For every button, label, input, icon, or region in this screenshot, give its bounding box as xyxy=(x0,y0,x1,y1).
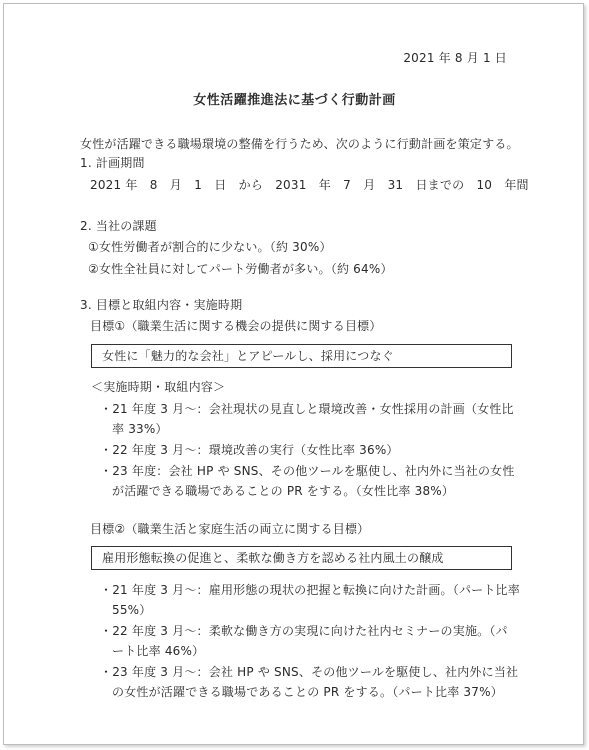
goal-2-item-continued: 55%） xyxy=(112,603,152,617)
goal-1-item: ・23 年度：会社 HP や SNS、その他ツールを駆使し、社内外に当社の女性 xyxy=(100,464,515,478)
plan-period: 2021 年 8 月 1 日 から 2031 年 7 月 31 日までの 10 年間 xyxy=(90,178,529,192)
document-title: 女性活躍推進法に基づく行動計画 xyxy=(193,93,396,108)
goal-1-box: 女性に「魅力的な会社」とアピールし、採用につなぐ xyxy=(91,344,512,368)
goal-1-label: 目標①（職業生活に関する機会の提供に関する目標） xyxy=(90,319,382,333)
issue-item: ①女性労働者が割合的に少ない。（約 30%） xyxy=(88,240,332,254)
intro-text: 女性が活躍できる職場環境の整備を行うため、次のように行動計画を策定する。 xyxy=(80,137,519,151)
document-date: 2021 年 8 月 1 日 xyxy=(403,51,507,65)
goal-2-item-continued: ート比率 46%） xyxy=(112,644,205,658)
goal-2-item: ・21 年度 3 月～：雇用形態の現状の把握と転換に向けた計画。（パート比率 xyxy=(100,583,520,597)
issue-item: ②女性全社員に対してパート労働者が多い。（約 64%） xyxy=(88,262,393,276)
goal-2-box: 雇用形態転換の促進と、柔軟な働き方を認める社内風土の醸成 xyxy=(91,546,512,570)
goal-1-item-continued: が活躍できる職場であることの PR をする。（女性比率 38%） xyxy=(112,484,455,498)
implementation-subheading: ＜実施時期・取組内容＞ xyxy=(91,380,226,394)
goal-1-item: ・21 年度 3 月～：会社現状の見直しと環境改善・女性採用の計画（女性比 xyxy=(100,402,514,416)
section-1-heading: 1. 計画期間 xyxy=(80,156,145,170)
goal-1-item: ・22 年度 3 月～：環境改善の実行（女性比率 36%） xyxy=(100,443,399,457)
goal-2-item-continued: の女性が活躍できる職場であることの PR をする。（パート比率 37%） xyxy=(112,685,503,699)
section-3-heading: 3. 目標と取組内容・実施時期 xyxy=(80,298,243,312)
goal-2-item: ・22 年度 3 月～：柔軟な働き方の実現に向けた社内セミナーの実施。（パ xyxy=(100,624,508,638)
goal-1-item-continued: 率 33%） xyxy=(112,422,168,436)
goal-2-label: 目標②（職業生活と家庭生活の両立に関する目標） xyxy=(90,522,370,536)
goal-2-item: ・23 年度 3 月～：会社 HP や SNS、その他ツールを駆使し、社内外に当社 xyxy=(100,665,519,679)
section-2-heading: 2. 当社の課題 xyxy=(80,219,157,233)
